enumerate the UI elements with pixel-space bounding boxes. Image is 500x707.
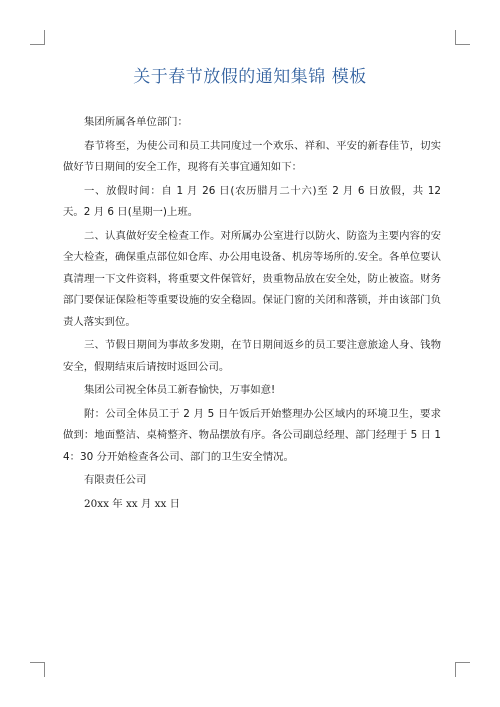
paragraph-intro: 春节将至，为使公司和员工共同度过一个欢乐、祥和、平安的新春佳节，切实做好节日期间的安全工作，现将有关事宜通知如下： [63, 139, 441, 173]
document-title: 关于春节放假的通知集锦 模板 [133, 67, 367, 87]
signature: 有限责任公司 [84, 474, 147, 486]
paragraph-safety-check: 二、认真做好安全检查工作。对所属办公室进行以防火、防盗为主要内容的安全大检查，确保重点部位如仓库、办公用电设备、机房等场所的.安全。各单位要认真清理一下文件资料，将重要文件保管好，贵重物品放在安全处，防止被盗。财务部门要保证保险柜等重要设施的安全稳固。保证门窗的关闭和落锁，并由该部门负责人落实到位。 [63, 229, 441, 328]
paragraph-holiday-time: 一、放假时间：自 1 月 26 日(农历腊月二十六)至 2 月 6 日放假，共 12 天。2 月 6 日(星期一)上班。 [63, 184, 441, 218]
document-date: 20xx 年 xx 月 xx 日 [84, 497, 181, 510]
crop-mark-bottom-right [455, 662, 470, 677]
paragraph-appendix: 附：公司全体员工于 2 月 5 日午饭后开始整理办公区域内的环境卫生，要求做到：地面整洁、桌椅整齐、物品摆放有序。各公司副总经理、部门经理于 5 日 14：30 分开始检查各公司、部门的卫生安全情况。 [63, 407, 441, 463]
document-body [63, 112, 441, 515]
salutation: 集团所属各单位部门： [84, 116, 188, 128]
crop-mark-top-left [30, 30, 45, 45]
crop-mark-top-right [455, 30, 470, 45]
crop-mark-bottom-left [30, 662, 45, 677]
paragraph-travel-safety: 三、节假日期间为事故多发期，在节日期间返乡的员工要注意旅途人身、钱物安全，假期结束后请按时返回公司。 [63, 339, 441, 373]
paragraph-greeting: 集团公司祝全体员工新春愉快，万事如意! [84, 384, 276, 396]
